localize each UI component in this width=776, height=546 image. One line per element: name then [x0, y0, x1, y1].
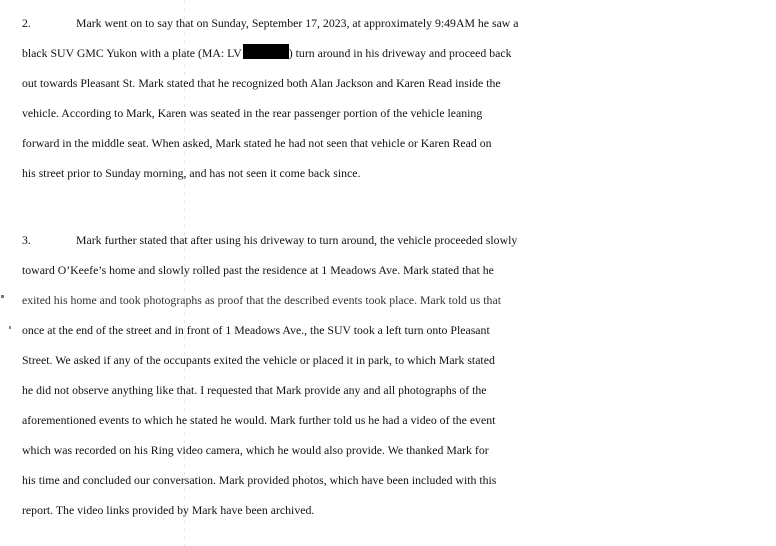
paragraph-line: he did not observe anything like that. I requested that Mark provide any and all photographs of the — [22, 383, 487, 397]
paragraph-line: vehicle. According to Mark, Karen was seated in the rear passenger portion of the vehicle leaning — [22, 106, 483, 120]
paragraph-line: Street. We asked if any of the occupants exited the vehicle or placed it in park, to which Mark stated — [22, 353, 495, 367]
paragraph-line: out towards Pleasant St. Mark stated that he recognized both Alan Jackson and Karen Read inside the — [22, 76, 501, 90]
paragraph-line: aforementioned events to which he stated he would. Mark further told us he had a video of the event — [22, 413, 496, 427]
paragraph-line: once at the end of the street and in front of 1 Meadows Ave., the SUV took a left turn onto Pleasant — [22, 323, 490, 337]
paragraph-line: 2. Mark went on to say that on Sunday, September 17, 2023, at approximately 9:49AM he saw a — [22, 8, 752, 38]
scan-specks — [0, 0, 20, 546]
paragraph-line: his time and concluded our conversation. Mark provided photos, which have been included with this — [22, 473, 497, 487]
paragraph-line: forward in the middle seat. When asked, Mark stated he had not seen that vehicle or Karen Read on — [22, 136, 492, 150]
paragraph-line: toward O’Keefe’s home and slowly rolled past the residence at 1 Meadows Ave. Mark stated that he — [22, 263, 494, 277]
paragraph-line: 3. Mark further stated that after using his driveway to turn around, the vehicle proceeded slowly — [22, 225, 752, 255]
paragraph-3 — [22, 225, 752, 525]
paragraph-line: exited his home and took photographs as proof that the described events took place. Mark told us that — [22, 293, 501, 307]
paragraph-2 — [22, 8, 752, 188]
paragraph-line: black SUV GMC Yukon with a plate (MA: LV ) turn around in his driveway and proceed back — [22, 46, 512, 60]
paragraph-line: his street prior to Sunday morning, and has not seen it come back since. — [22, 166, 361, 180]
paragraph-number: 3. — [22, 233, 31, 247]
paragraph-number: 2. — [22, 16, 31, 30]
redaction-box — [243, 44, 289, 59]
paragraph-line: which was recorded on his Ring video camera, which he would also provide. We thanked Mark for — [22, 443, 489, 457]
paragraph-line: report. The video links provided by Mark have been archived. — [22, 503, 315, 517]
